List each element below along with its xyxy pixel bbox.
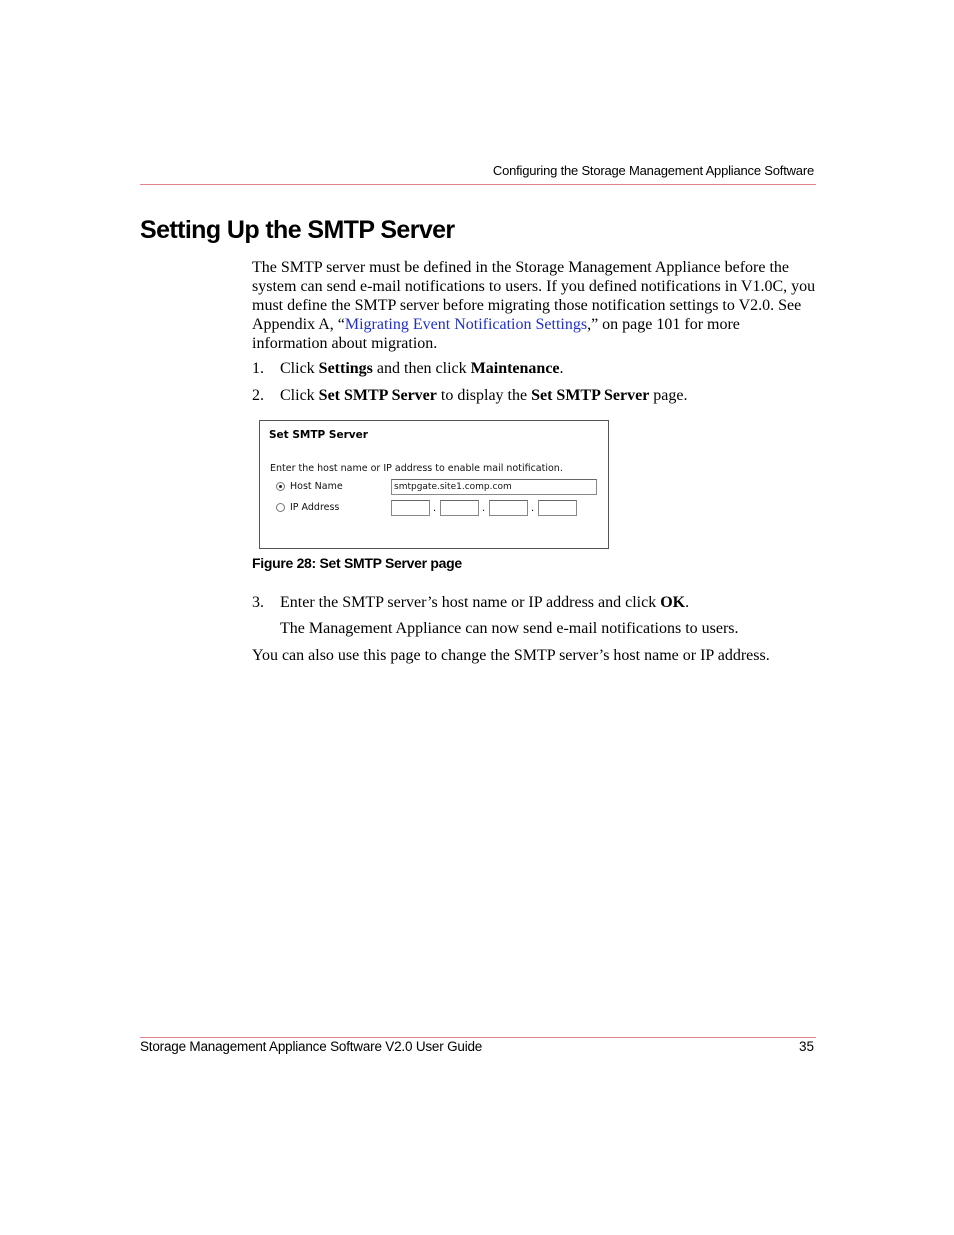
migrating-settings-link[interactable]: Migrating Event Notification Settings [344, 316, 588, 333]
header-rule [140, 184, 816, 185]
step-text: and then click [372, 360, 471, 377]
step-3-note: The Management Appliance can now send e-mail notifications to users. [280, 620, 739, 637]
step-text: Click [280, 360, 319, 377]
step-text: . [559, 360, 564, 377]
ip-octet-1-input[interactable] [391, 500, 430, 516]
intro-text-2: ,” on page 101 for more information about migration. [252, 316, 740, 352]
running-header: Configuring the Storage Management Appliance Software [492, 163, 814, 178]
figure-caption: Figure 28: Set SMTP Server page [252, 555, 462, 571]
ip-octet-3-input[interactable] [489, 500, 528, 516]
set-smtp-server-panel [259, 420, 609, 549]
step-text: to display the [436, 387, 532, 404]
ip-address-radio[interactable] [276, 503, 285, 512]
ip-octet-2-input[interactable] [440, 500, 479, 516]
step-text: Enter the SMTP server’s host name or IP address and click [280, 594, 661, 611]
host-name-radio[interactable] [276, 482, 285, 491]
step-bold: Set SMTP Server [318, 387, 437, 404]
host-name-label: Host Name [290, 481, 343, 492]
footer-rule [140, 1037, 816, 1038]
step-text: page. [649, 387, 688, 404]
step-1 [252, 359, 818, 378]
host-name-input[interactable] [391, 479, 597, 495]
step-bold: OK [660, 594, 686, 611]
page-number: 35 [798, 1039, 814, 1054]
step-3 [252, 593, 818, 612]
step-2 [252, 386, 818, 405]
step-bold: Maintenance [470, 360, 560, 377]
step-bold: Settings [318, 360, 373, 377]
ip-separator: . [433, 503, 437, 514]
intro-paragraph [252, 258, 818, 353]
step-number: 3. [252, 594, 264, 611]
ip-separator: . [482, 503, 486, 514]
step-number: 2. [252, 387, 264, 404]
ip-separator: . [531, 503, 535, 514]
panel-instruction: Enter the host name or IP address to enable mail notification. [270, 463, 563, 474]
step-text: . [685, 594, 690, 611]
footer-guide-title: Storage Management Appliance Software V2.0 User Guide [140, 1039, 483, 1054]
step-bold: Set SMTP Server [531, 387, 650, 404]
step-text: Click [280, 387, 319, 404]
ip-address-label: IP Address [290, 502, 340, 513]
intro-text-1: The SMTP server must be defined in the Storage Management Appliance before the system can send e-mail notifications to users. If you defined notifications in V1.0C, you must define the SMTP server before migrating those notification settings to V2.0. See Appendix A, “ [252, 259, 816, 333]
step-number: 1. [252, 360, 264, 377]
ip-octet-4-input[interactable] [538, 500, 577, 516]
page-title: Setting Up the SMTP Server [140, 216, 455, 244]
closing-paragraph: You can also use this page to change the SMTP server’s host name or IP address. [252, 647, 770, 664]
panel-title: Set SMTP Server [269, 429, 368, 441]
